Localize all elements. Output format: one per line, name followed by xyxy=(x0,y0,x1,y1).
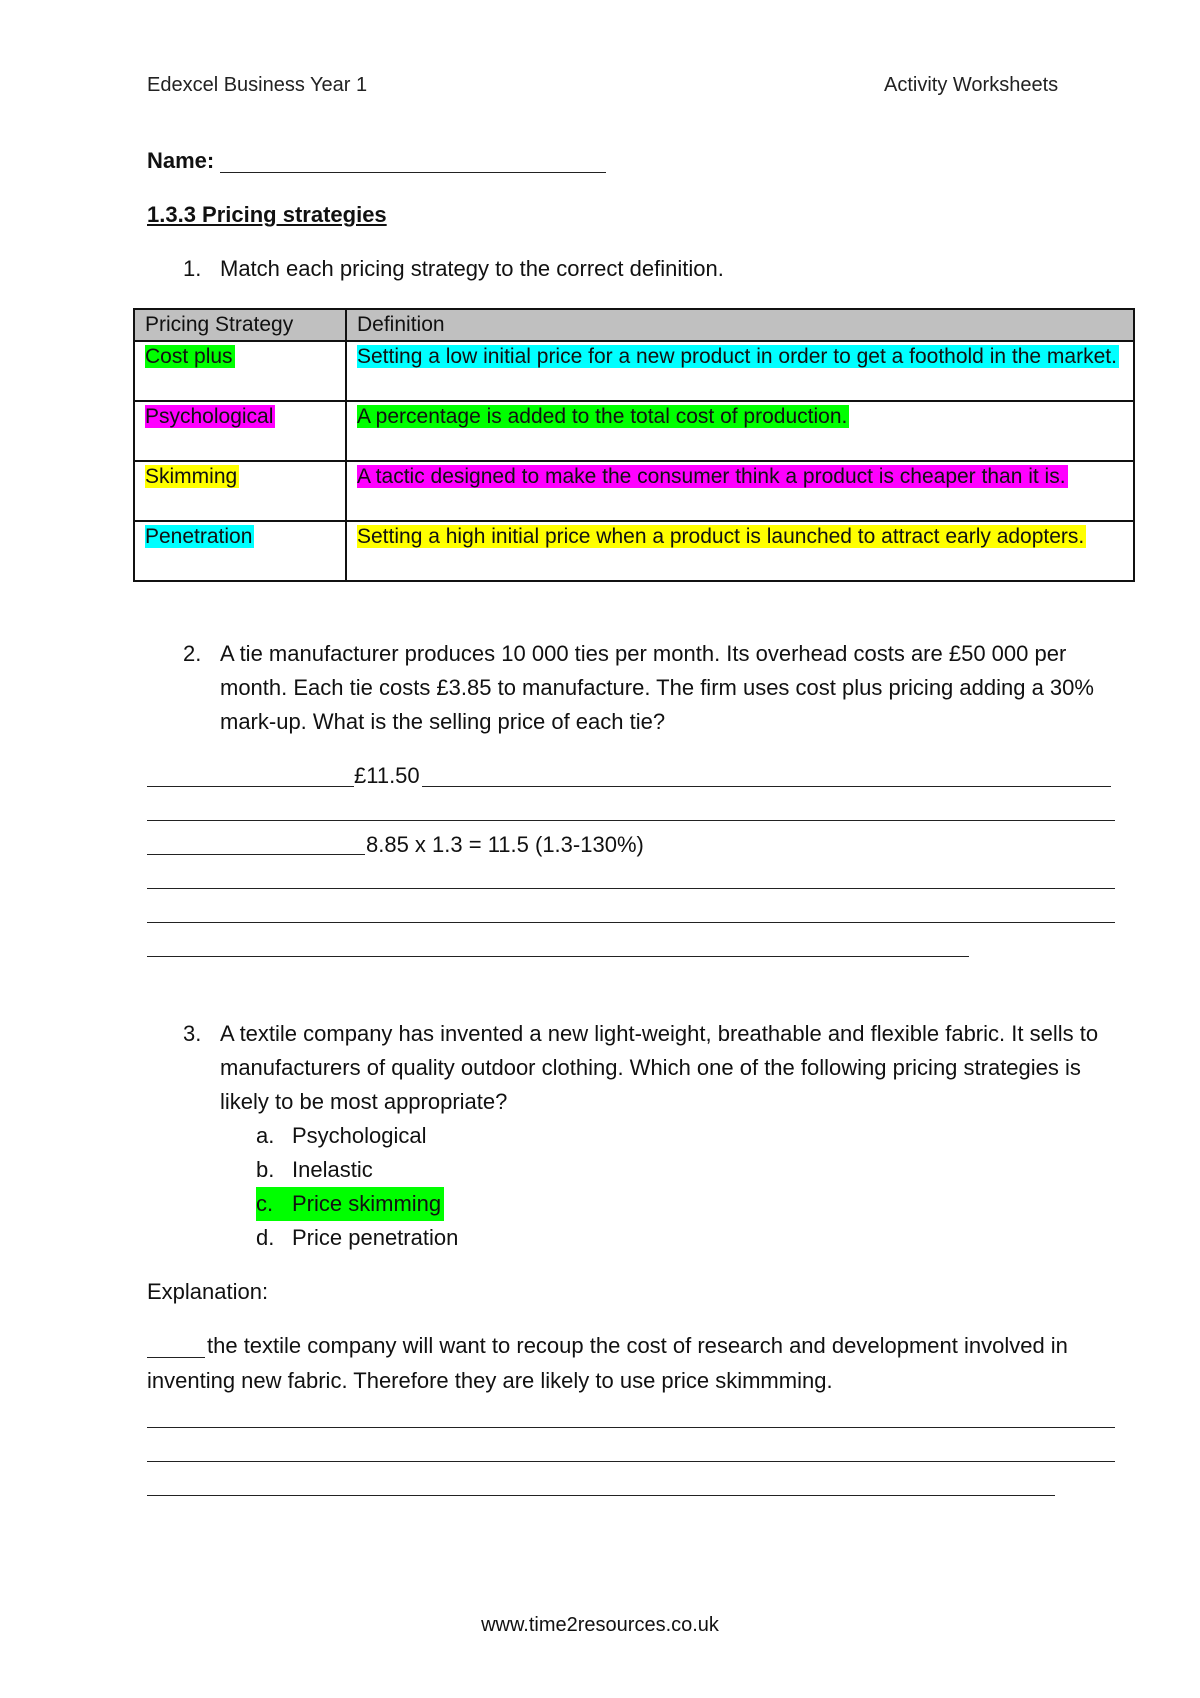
q2-line-2: month. Each tie costs £3.85 to manufacture. The firm uses cost plus pricing adding a 30% xyxy=(220,675,1094,700)
q2-answer-working: 8.85 x 1.3 = 11.5 (1.3-130%) xyxy=(366,832,644,857)
definition-cell: Setting a low initial price for a new product in order to get a foothold in the market. xyxy=(357,345,1117,368)
answer-line[interactable] xyxy=(147,956,969,957)
definition-cell: Setting a high initial price when a product is launched to attract early adopters. xyxy=(357,525,1085,548)
q2-number: 2. xyxy=(183,641,202,666)
q2-answer-price: £11.50 xyxy=(354,763,420,788)
option-d-text: Price penetration xyxy=(292,1225,459,1250)
q3-line-3: likely to be most appropriate? xyxy=(220,1089,508,1114)
option-c-highlight xyxy=(256,1187,444,1221)
strategy-cell: Psychological xyxy=(145,405,274,428)
option-b-letter: b. xyxy=(256,1157,275,1182)
definition-cell: A tactic designed to make the consumer think a product is cheaper than it is. xyxy=(357,465,1066,488)
answer-line[interactable] xyxy=(147,786,354,787)
pricing-strategy-table xyxy=(133,308,1135,582)
strategy-cell: Penetration xyxy=(145,525,253,548)
header-left: Edexcel Business Year 1 xyxy=(147,74,368,96)
definition-cell: A percentage is added to the total cost of production. xyxy=(357,405,848,428)
q3-line-2: manufacturers of quality outdoor clothing. Which one of the following pricing strategies is xyxy=(220,1055,1081,1080)
option-a-text: Psychological xyxy=(292,1123,427,1148)
q1-number: 1. xyxy=(183,256,202,281)
answer-line[interactable] xyxy=(147,1427,1115,1428)
table-header-strategy: Pricing Strategy xyxy=(134,309,346,341)
answer-line[interactable] xyxy=(147,820,1115,821)
name-field-line[interactable] xyxy=(220,172,606,173)
explanation-label: Explanation: xyxy=(147,1279,269,1304)
answer-line[interactable] xyxy=(147,1357,205,1358)
q1-text: Match each pricing strategy to the correct definition. xyxy=(220,256,724,281)
explanation-line-1: the textile company will want to recoup the cost of research and development involved in xyxy=(207,1333,1068,1358)
option-d-letter: d. xyxy=(256,1225,275,1250)
answer-line[interactable] xyxy=(147,888,1115,889)
section-title: 1.3.3 Pricing strategies xyxy=(147,202,387,227)
name-label: Name: xyxy=(147,148,215,173)
answer-line[interactable] xyxy=(147,922,1115,923)
option-c-text: Price skimming xyxy=(292,1191,442,1216)
explanation-line-2: inventing new fabric. Therefore they are likely to use price skimmming. xyxy=(147,1368,833,1393)
footer-url[interactable]: www.time2resources.co.uk xyxy=(481,1614,719,1636)
header-right: Activity Worksheets xyxy=(884,74,1059,96)
table-row xyxy=(134,401,1134,461)
answer-line[interactable] xyxy=(147,1495,1055,1496)
option-b-text: Inelastic xyxy=(292,1157,373,1182)
q2-line-3: mark-up. What is the selling price of each tie? xyxy=(220,709,666,734)
q3-line-1: A textile company has invented a new light-weight, breathable and flexible fabric. It sells to xyxy=(220,1021,1099,1046)
q3-number: 3. xyxy=(183,1021,202,1046)
strategy-cell: Cost plus xyxy=(145,345,233,368)
answer-line[interactable] xyxy=(422,786,1111,787)
option-a-letter: a. xyxy=(256,1123,275,1148)
answer-line[interactable] xyxy=(147,854,365,855)
table-row xyxy=(134,521,1134,581)
table-header-row xyxy=(134,309,1134,341)
table-row xyxy=(134,461,1134,521)
q2-line-1: A tie manufacturer produces 10 000 ties per month. Its overhead costs are £50 000 per xyxy=(220,641,1067,666)
table-header-definition: Definition xyxy=(346,309,1134,341)
strategy-cell: Skimming xyxy=(145,465,238,488)
answer-line[interactable] xyxy=(147,1461,1115,1462)
table-row xyxy=(134,341,1134,401)
option-c-letter: c. xyxy=(256,1191,274,1216)
